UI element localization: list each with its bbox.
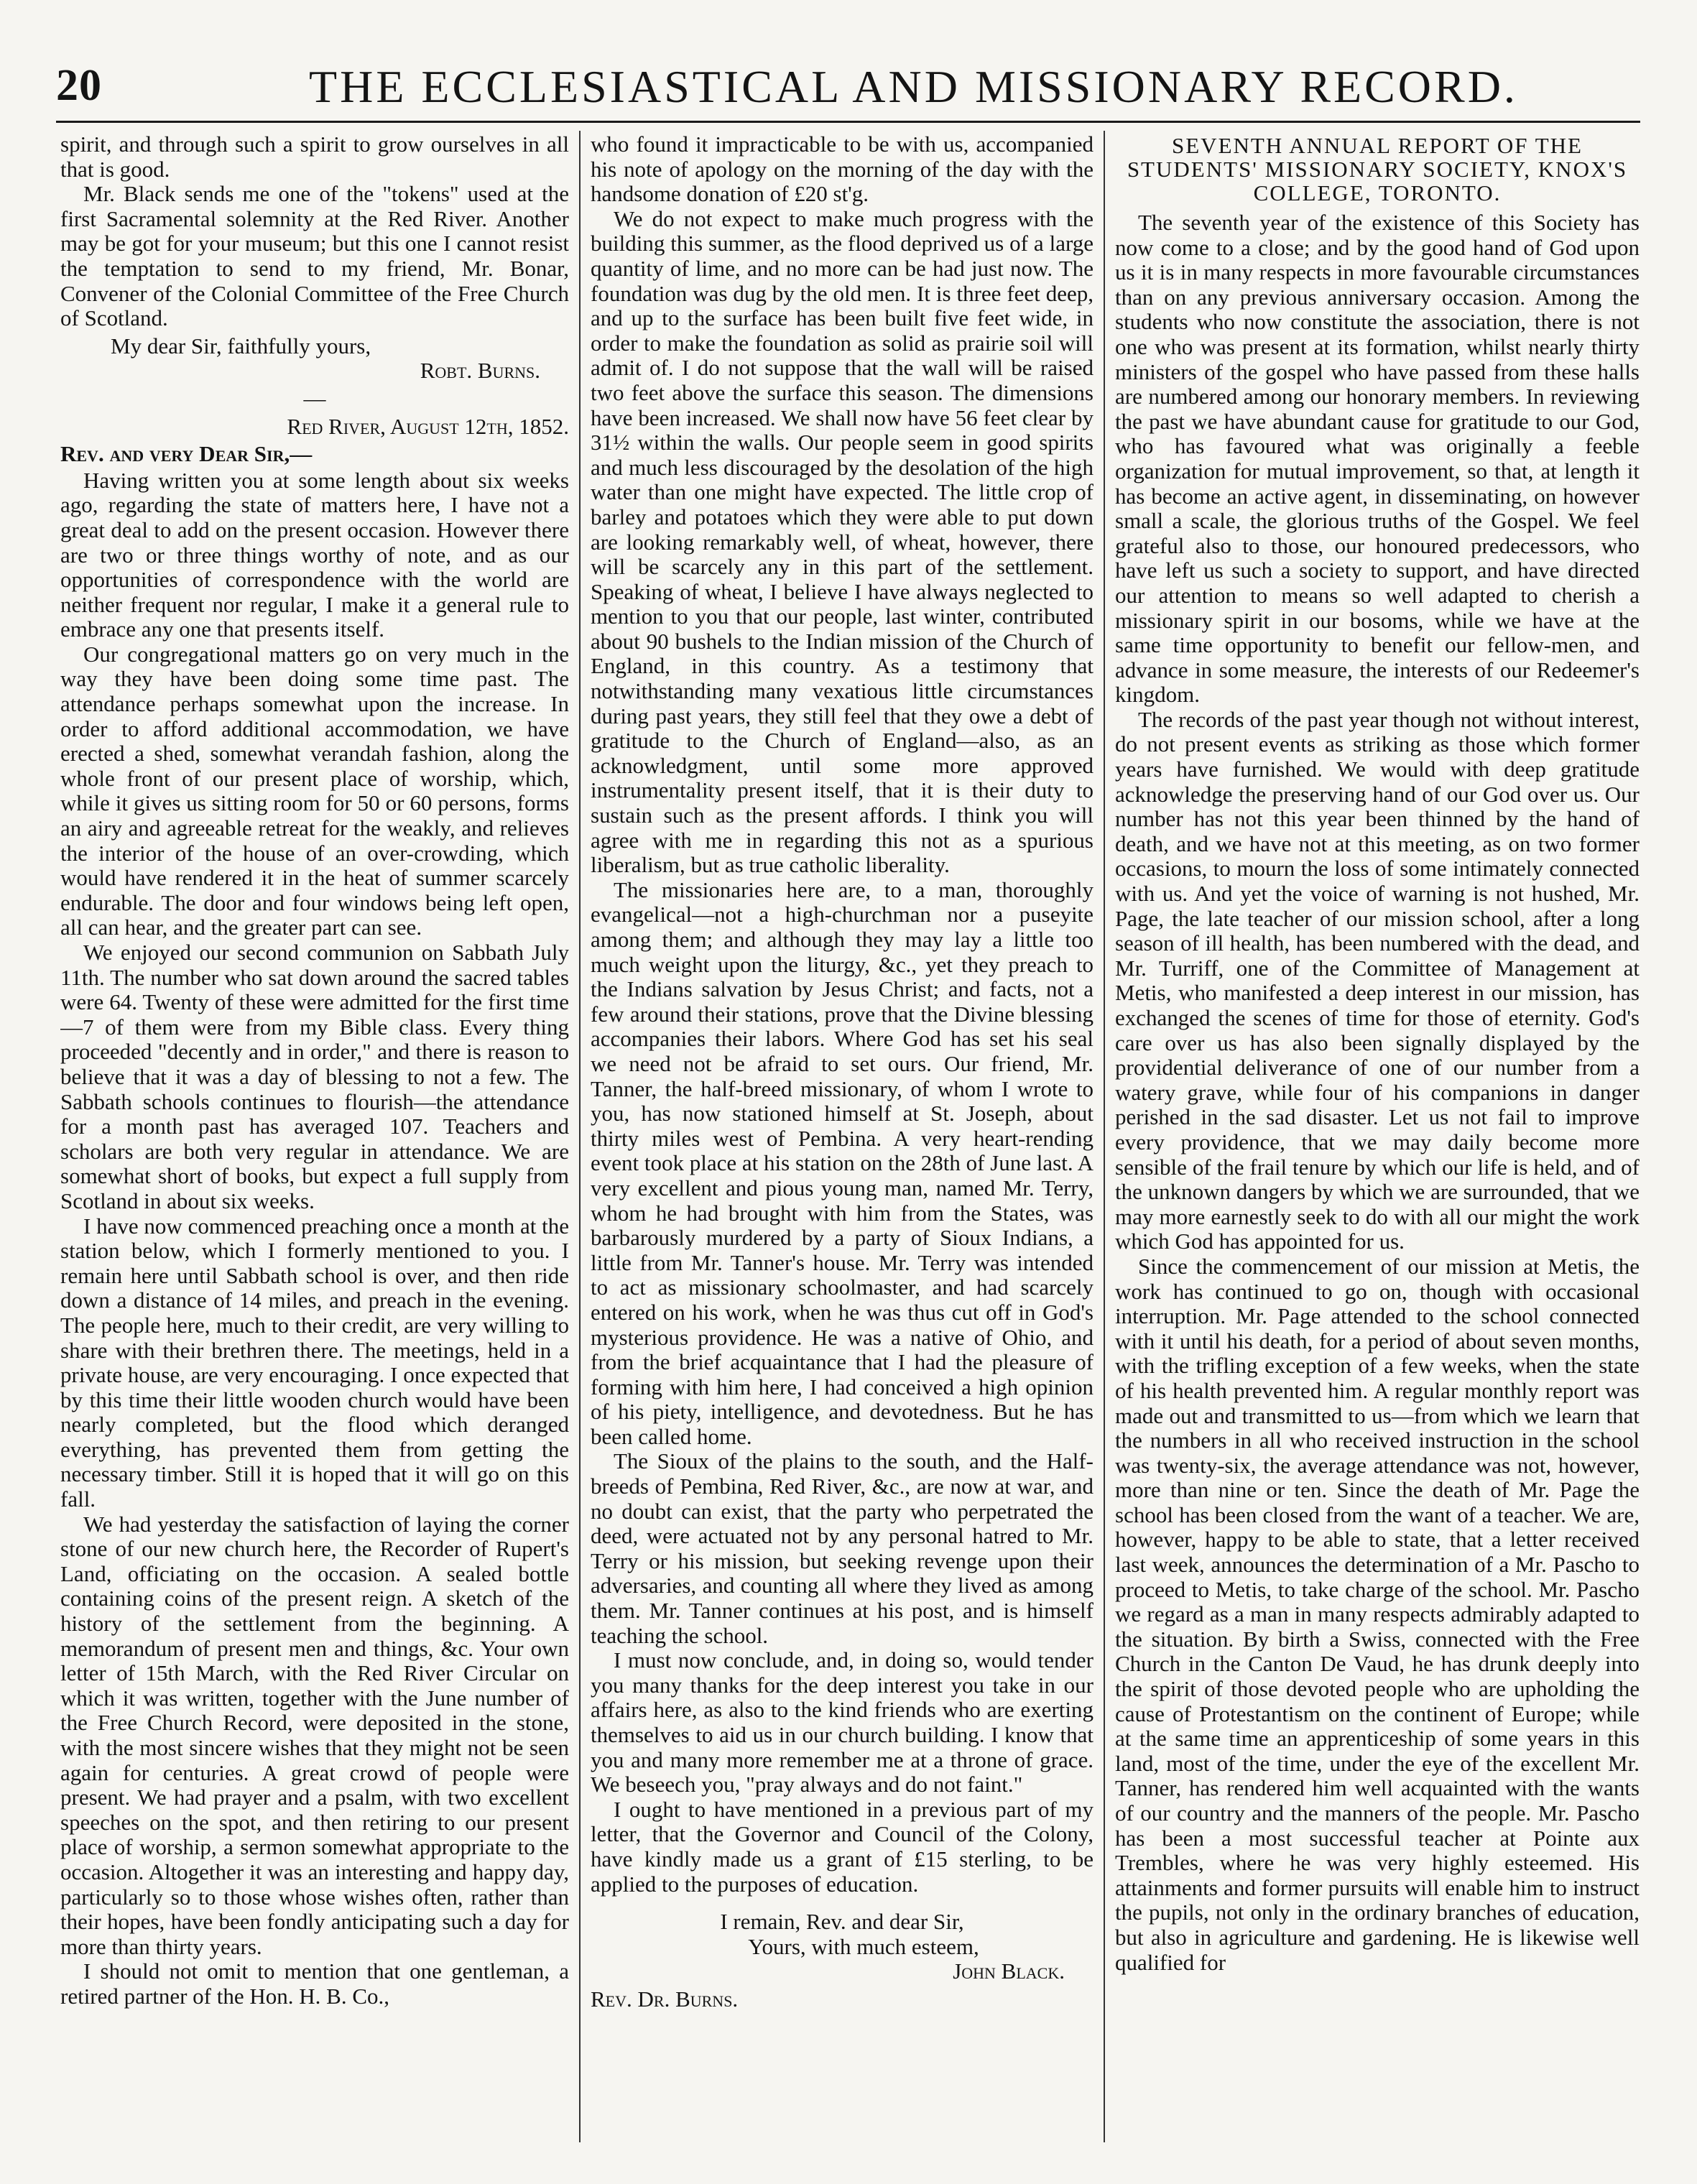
column-right xyxy=(1115,132,1640,2137)
section-dash: — xyxy=(303,385,326,411)
letter-signature: Robt. Burns. xyxy=(420,358,540,384)
paragraph: I have now commenced preaching once a month at the station below, which I formerly mentioned to you. I remain here until Sabbath school is over, and then ride down a distance of 14 miles, and preach in the evening. The people here, much to their credit, are very willing to share with their brethren there. The meetings, held in a private house, are very encouraging. I once expected that by this time their little wooden church would have been nearly completed, but the flood which deranged everything, has prevented them from getting the necessary timber. Still it is hoped that it will go on this fall. xyxy=(60,1213,569,1512)
column-left xyxy=(60,132,569,2137)
paragraph: I ought to have mentioned in a previous part of my letter, that the Governor and Council of the Colony, have kindly made us a grant of £15 sterling, to be applied to the purposes of education. xyxy=(591,1796,1093,1897)
paragraph: We do not expect to make much progress with the building this summer, as the flood deprived us of a large quantity of lime, and no more can be had just now. The foundation was dug by the old men. It is three feet deep, and up to the surface has been built five feet wide, in order to make the foundation as solid as prairie soil will admit of. I do not suppose that the wall will be raised two feet above the surface this season. The dimensions have been increased. We shall now have 56 feet clear by 31½ within the walls. Our people seem in good spirits and much less discouraged by the desolation of the high water than one might have expected. The little crop of barley and potatoes which they were able to put down are looking remarkably well, of wheat, however, there will be scarcely any in this part of the settlement. Speaking of wheat, I believe I have always neglected to mention to you that our people, last winter, contributed about 90 bushels to the Indian mission of the Church of England, in this country. As a testimony that notwithstanding many vexatious little circumstances during past years, they still feel that they owe a debt of gratitude to the Church of England—also, as an acknowledgment, until some more approved instrumentality present itself, that it is their duty to sustain such as the present affords. I think you will agree with me in regarding this not as a spurious liberalism, but as true catholic liberality. xyxy=(591,205,1093,878)
paragraph: We enjoyed our second communion on Sabbath July 11th. The number who sat down around the sacred tables were 64. Twenty of these were admitted for the first time—7 of them were from my Bible class. Every thing proceeded "decently and in order," and there is reason to believe that it was a day of blessing to not a few. The Sabbath schools continues to flourish—the attendance for a month past has averaged 107. Teachers and scholars are both very regular in attendance. We are somewhat short of books, but expect a full supply from Scotland in about six weeks. xyxy=(60,940,569,1213)
paragraph: who found it impracticable to be with us, accompanied his note of apology on the morning of the day with the handsome donation of £20 st'g. xyxy=(591,132,1093,207)
letter-closing: I remain, Rev. and dear Sir, xyxy=(720,1909,964,1935)
paragraph: The records of the past year though not without interest, do not present events as striking as those which former years have furnished. We would with deep gratitude acknowledge the preserving hand of our God over us. Our number has not this year been thinned by the hand of death, and we have not at this meeting, as on two former occasions, to mourn the loss of some intimately connected with us. And yet the voice of warning is not hushed, Mr. Page, the late teacher of our mission school, after a long season of ill health, has been numbered with the dead, and Mr. Turriff, one of the Committee of Management at Metis, who manifested a deep interest in our mission, has exchanged the scenes of time for those of eternity. God's care over us has also been signally displayed by the providential deliverance of one of our number from a watery grave, while four of his companions in danger perished in the sad disaster. Let us not fail to improve every providence, that we may daily become more sensible of the frail tenure by which our life is held, and of the unknown dangers by which we are surrounded, that we may more earnestly seek to do with all our might the work which God has appointed for us. xyxy=(1115,706,1640,1254)
paragraph: The seventh year of the existence of this Society has now come to a close; and by the good hand of God upon us it is in many respects in more favourable circumstances than on any previous anniversary occasion. Among the students who now constitute the association, there is not one who was present at its formation, whilst nearly thirty ministers of the gospel who have passed from these halls are numbered among our honorary members. In reviewing the past we have abundant cause for gratitude to our God, who has favoured what was originally a feeble organization for mutual improvement, so that, at length it has become an active agent, in disseminating, on however small a scale, the glorious truths of the Gospel. We feel grateful also to those, our honoured predecessors, who have left us such a society to support, and have directed our attention to means so well adapted to cherish a missionary spirit in our bosoms, while we have at the same time opportunity to benefit our fellow-men, and advance in some measure, the interests of our Redeemer's kingdom. xyxy=(1115,210,1640,708)
column-middle xyxy=(591,132,1093,2137)
letter-dateline: Red River, August 12th, 1852. xyxy=(287,413,569,439)
paragraph: The Sioux of the plains to the south, and the Half-breeds of Pembina, Red River, &c., are now at war, and no doubt can exist, that the party who perpetrated the deed, were actuated not by any personal hatred to Mr. Terry or his mission, but seeking revenge upon their adversaries, and counting all where they lived as among them. Mr. Tanner continues at his post, and is himself teaching the school. xyxy=(591,1448,1093,1648)
paragraph: Having written you at some length about six weeks ago, regarding the state of matters here, I have not a great deal to add on the present occasion. However there are two or three things worthy of note, and as our opportunities of correspondence with the world are neither frequent nor regular, I make it a general rule to embrace any one that presents itself. xyxy=(60,467,569,642)
page-title: THE ECCLESIASTICAL AND MISSIONARY RECORD. xyxy=(309,61,1518,112)
paragraph: The missionaries here are, to a man, thoroughly evangelical—not a high-churchman nor a puseyite among them; and although they may lay a little too much weight upon the liturgy, &c., yet they preach to the Indians salvation by Jesus Christ; and facts, not a few around their stations, prove that the Divine blessing accompanies their labors. Where God has set his seal we need not be afraid to set ours. Our friend, Mr. Tanner, the half-breed missionary, of whom I wrote to you, has now stationed himself at St. Joseph, about thirty miles west of Pembina. A very heart-rending event took place at his station on the 28th of June last. A very excellent and pious young man, named Mr. Terry, whom he had brought with him from the States, was barbarously murdered by a party of Sioux Indians, a little from Mr. Tanner's house. Mr. Terry was intended to act as missionary schoolmaster, and had scarcely entered on his work, when he was thus cut off in God's mysterious providence. He was a native of Ohio, and from the brief acquaintance that I had the pleasure of forming with him here, I had conceived a high opinion of his piety, intelligence, and devotedness. But he has been called home. xyxy=(591,876,1093,1449)
paragraph: Mr. Black sends me one of the "tokens" used at the first Sacramental solemnity at the Red River. Another may be got for your museum; but this one I cannot resist the temptation to send to my friend, Mr. Bonar, Convener of the Colonial Committee of the Free Church of Scotland. xyxy=(60,181,569,331)
paragraph: I should not omit to mention that one gentleman, a retired partner of the Hon. H. B. Co., xyxy=(60,1958,569,2009)
letter-salutation: My dear Sir, faithfully yours, xyxy=(111,333,371,358)
paragraph: Our congregational matters go on very much in the way they have been doing some time past. The attendance perhaps somewhat upon the increase. In order to afford additional accommodation, we have erected a shed, somewhat verandah fashion, along the whole front of our present place of worship, which, while it gives us sitting room for 50 or 60 persons, forms an airy and agreeable retreat for the weakly, and relieves the interior of the house of an over-crowding, which would have rendered it in the heat of summer scarcely endurable. The door and four windows being left open, all can hear, and the greater part can see. xyxy=(60,641,569,940)
letter-signature: John Black. xyxy=(953,1958,1065,1984)
column-rule xyxy=(579,131,581,2142)
header-rule xyxy=(56,121,1640,123)
paragraph: spirit, and through such a spirit to grow ourselves in all that is good. xyxy=(60,132,569,182)
column-rule xyxy=(1104,131,1105,2142)
paragraph: Since the commencement of our mission at Metis, the work has continued to go on, though with occasional interruption. Mr. Page attended to the school connected with it until his death, for a period of about seven months, with the trifling exception of a few weeks, when the state of his health prevented him. A regular monthly report was made out and transmitted to us—from which we learn that the numbers in all who received instruction in the school was twenty-six, the average attendance was not, however, more than nine or ten. Since the death of Mr. Page the school has been closed from the want of a teacher. We are, however, happy to be able to state, that a letter received last week, announces the determination of a Mr. Pascho to proceed to Metis, to take charge of the school. Mr. Pascho we regard as a man in many respects admirably adapted to the situation. By birth a Swiss, connected with the Free Church in the Canton De Vaud, he has drunk deeply into the spirit of those devoted people who are upholding the cause of Protestantism on the continent of Europe; while at the same time an apprenticeship of some years in this land, most of the time, under the eye of the excellent Mr. Tanner, has rendered him well acquainted with the wants of our country and the manners of the people. Mr. Pascho has been a most successful teacher at Pointe aux Trembles, where he was very highly esteemed. His attainments and former pursuits will enable him to instruct the pupils, not only in the ordinary branches of education, but also in agriculture and gardening. He is likewise well qualified for xyxy=(1115,1253,1640,1975)
paragraph: I must now conclude, and, in doing so, would tender you many thanks for the deep interest you take in our affairs here, as also to the kind friends who are exerting themselves to aid us in our church building. I know that you and many more remember me at a throne of grace. We beseech you, "pray always and do not faint." xyxy=(591,1647,1093,1797)
letter-closing: Yours, with much esteem, xyxy=(748,1933,979,1959)
paragraph: We had yesterday the satisfaction of laying the corner stone of our new church here, the Recorder of Rupert's Land, officiating on the occasion. A sealed bottle containing coins of the present reign. A sketch of the history of the settlement from the beginning. A memorandum of present men and things, &c. Your own letter of 15th March, with the Red River Circular on which it was written, together with the June number of the Free Church Record, were deposited in the stone, with the most sincere wishes that they might not be seen again for centuries. A great crowd of people were present. We had prayer and a psalm, with two excellent speeches on the spot, and then retiring to our present place of worship, a sermon somewhat appropriate to the occasion. Altogether it was an interesting and happy day, particularly so to those whose wishes often, rather than their hopes, have been fondly anticipating such a day for more than thirty years. xyxy=(60,1511,569,1959)
letter-address: Rev. and very Dear Sir,— xyxy=(60,441,313,467)
letter-addressee: Rev. Dr. Burns. xyxy=(591,1986,739,2012)
page-number: 20 xyxy=(56,61,102,110)
article-title: SEVENTH ANNUAL REPORT OF THE STUDENTS' MISSIONARY SOCIETY, KNOX'S COLLEGE, TORONTO. xyxy=(1127,133,1628,205)
